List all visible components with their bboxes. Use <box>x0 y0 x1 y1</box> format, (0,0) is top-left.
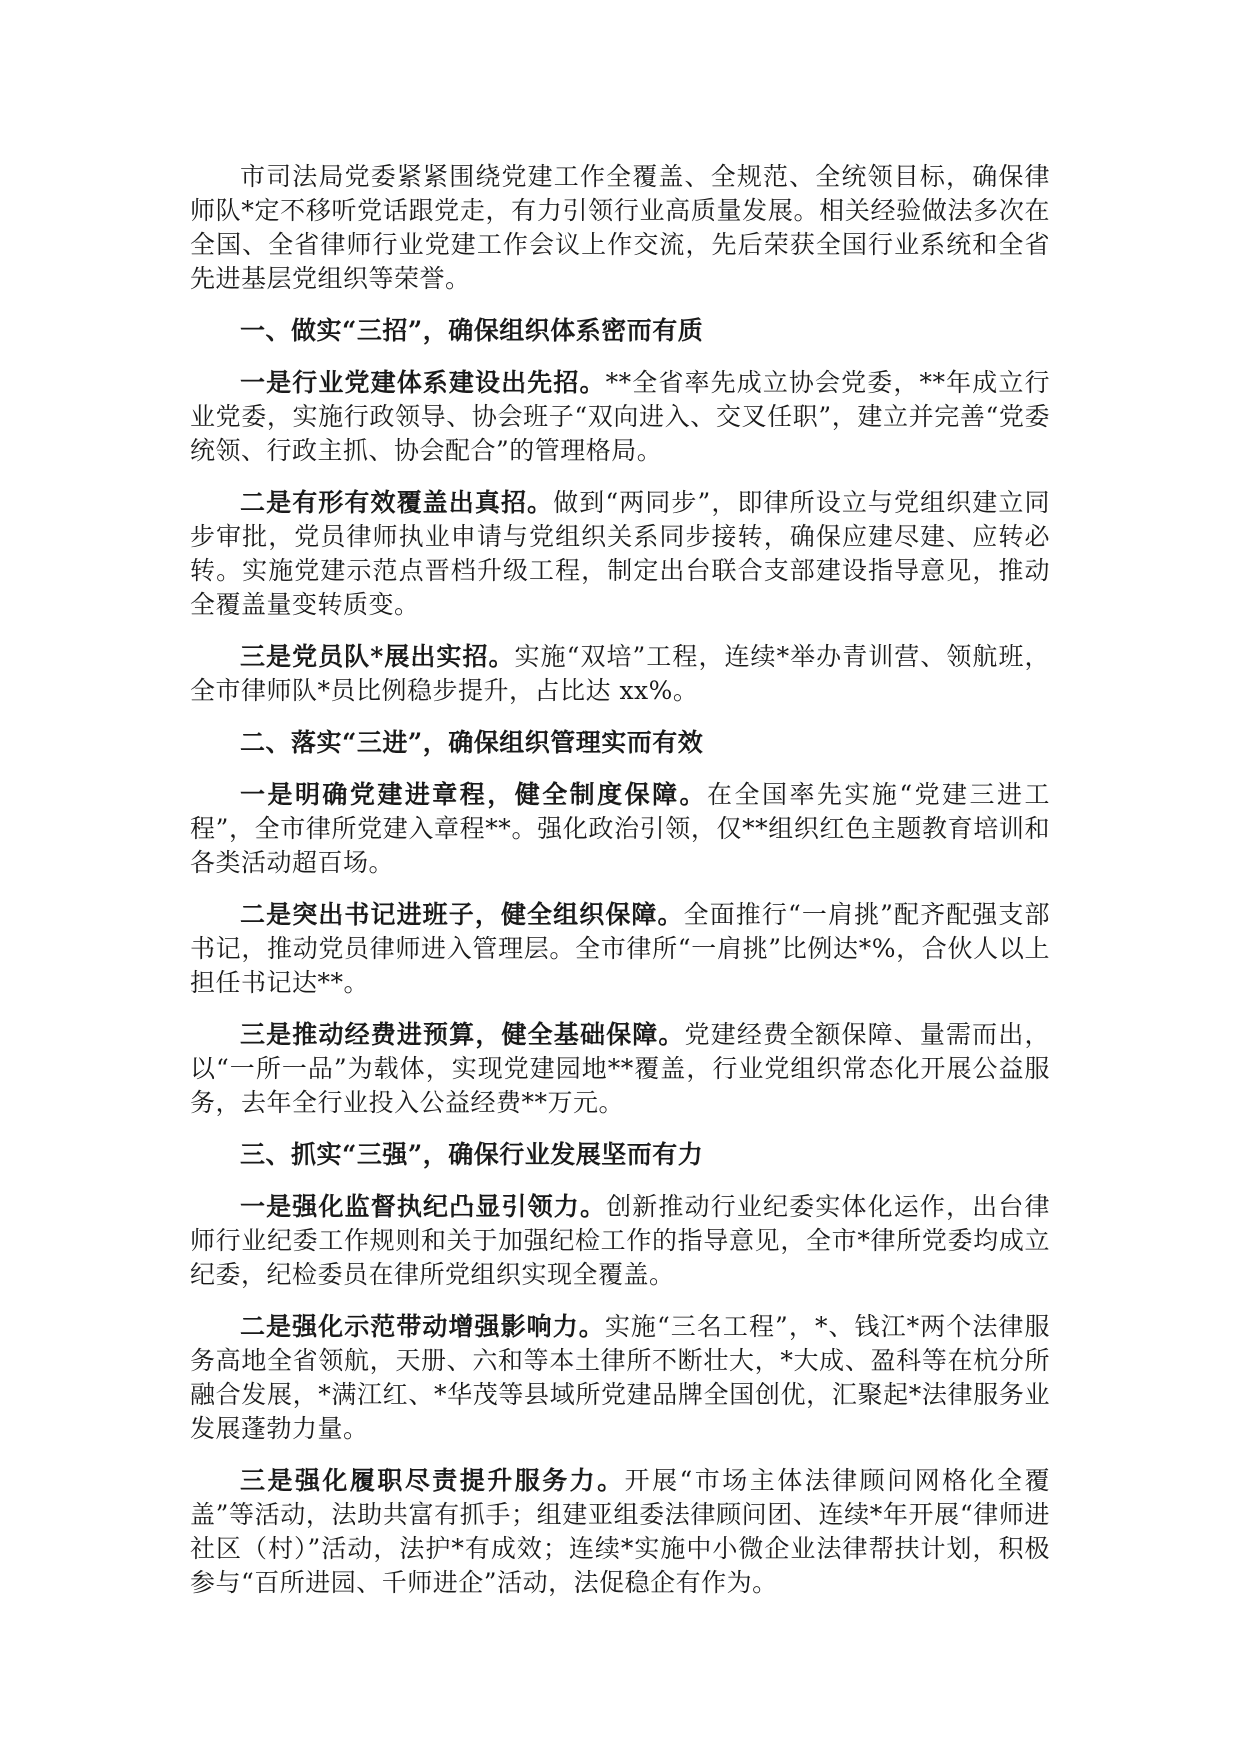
item-lead: 一是强化监督执纪凸显引领力。 <box>240 1192 607 1221</box>
item-body: 全面推行“一肩挑”配齐配强支部书记，推动党员律师进入管理层。全市律所“一肩挑”比例达*%，合伙人以上担任书记达**。 <box>190 900 1050 997</box>
section-2-item-1 <box>190 778 1050 880</box>
item-lead: 二是强化示范带动增强影响力。 <box>240 1312 605 1341</box>
section-3-item-2 <box>190 1310 1050 1446</box>
section-2-item-2 <box>190 898 1050 1000</box>
section-2-item-3 <box>190 1018 1050 1120</box>
item-body: 实施“双培”工程，连续*举办青训营、领航班，全市律师队*员比例稳步提升，占比达 xx%。 <box>190 642 1050 705</box>
item-body: **全省率先成立协会党委，**年成立行业党委，实施行政领导、协会班子“双向进入、交叉任职”，建立并完善“党委统领、行政主抓、协会配合”的管理格局。 <box>190 368 1050 465</box>
item-body: 创新推动行业纪委实体化运作，出台律师行业纪委工作规则和关于加强纪检工作的指导意见，全市*律所党委均成立纪委，纪检委员在律所党组织实现全覆盖。 <box>190 1192 1050 1289</box>
item-lead: 三是党员队*展出实招。 <box>240 642 515 671</box>
section-3-item-1 <box>190 1190 1050 1292</box>
item-lead: 二是突出书记进班子，健全组织保障。 <box>240 900 684 929</box>
item-body: 实施“三名工程”，*、钱江*两个法律服务高地全省领航，天册、六和等本土律所不断壮大，*大成、盈科等在杭分所融合发展，*满江红、*华茂等县域所党建品牌全国创优，汇聚起*法律服务业发展蓬勃力量。 <box>190 1312 1050 1443</box>
item-body: 开展“市场主体法律顾问网格化全覆盖”等活动，法助共富有抓手；组建亚组委法律顾问团、连续*年开展“律师进社区（村）”活动，法护*有成效；连续*实施中小微企业法律帮扶计划，积极参与“百所进园、千师进企”活动，法促稳企有作为。 <box>190 1466 1050 1597</box>
section-heading-3: 三、抓实“三强”，确保行业发展坚而有力 <box>240 1140 704 1169</box>
item-body: 党建经费全额保障、量需而出，以“一所一品”为载体，实现党建园地**覆盖，行业党组织常态化开展公益服务，去年全行业投入公益经费**万元。 <box>190 1020 1050 1117</box>
item-lead: 三是推动经费进预算，健全基础保障。 <box>240 1020 685 1049</box>
section-1-item-2 <box>190 486 1050 622</box>
section-heading-1: 一、做实“三招”，确保组织体系密而有质 <box>240 316 704 345</box>
item-lead: 一是行业党建体系建设出先招。 <box>240 368 606 397</box>
item-body: 在全国率先实施“党建三进工程”，全市律所党建入章程**。强化政治引领，仅**组织红色主题教育培训和各类活动超百场。 <box>190 780 1050 877</box>
section-3-item-3 <box>190 1464 1050 1600</box>
item-body: 做到“两同步”，即律所设立与党组织建立同步审批，党员律师执业申请与党组织关系同步接转，确保应建尽建、应转必转。实施党建示范点晋档升级工程，制定出台联合支部建设指导意见，推动全覆盖量变转质变。 <box>190 488 1050 619</box>
item-lead: 三是强化履职尽责提升服务力。 <box>240 1466 625 1495</box>
intro-paragraph: 市司法局党委紧紧围绕党建工作全覆盖、全规范、全统领目标，确保律师队*定不移听党话跟党走，有力引领行业高质量发展。相关经验做法多次在全国、全省律师行业党建工作会议上作交流，先后荣获全国行业系统和全省先进基层党组织等荣誉。 <box>190 162 1050 293</box>
document-page <box>190 160 1050 1618</box>
section-heading-2: 二、落实“三进”，确保组织管理实而有效 <box>240 728 704 757</box>
item-lead: 一是明确党建进章程，健全制度保障。 <box>240 780 708 809</box>
section-1-item-1 <box>190 366 1050 468</box>
item-lead: 二是有形有效覆盖出真招。 <box>240 488 554 517</box>
section-1-item-3 <box>190 640 1050 708</box>
